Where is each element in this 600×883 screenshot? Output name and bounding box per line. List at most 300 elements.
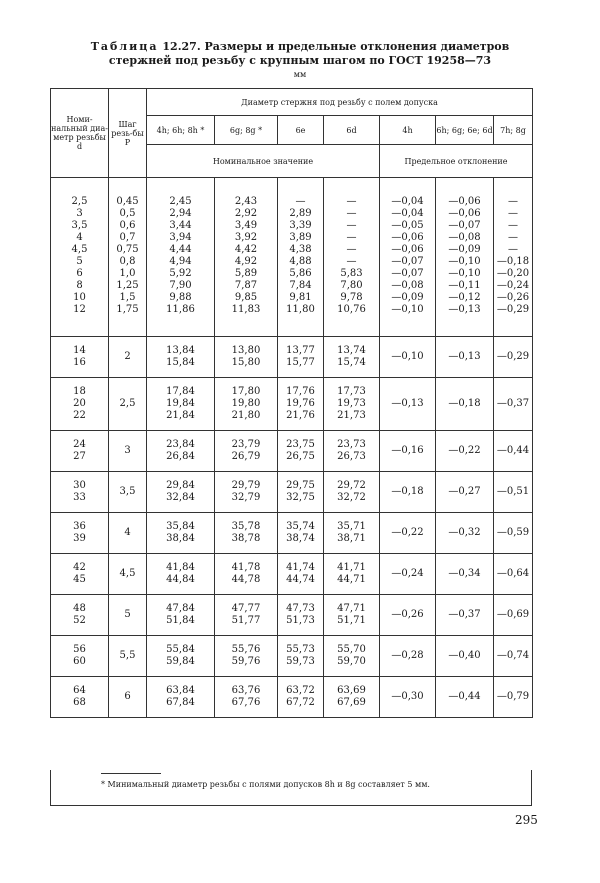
table-body: [51, 178, 533, 718]
cell-value: 23,79: [231, 439, 261, 450]
cell-c2: [215, 677, 278, 718]
cell-value: —0,44: [448, 691, 481, 702]
cell-value: 4: [76, 232, 83, 243]
cell-value: 11,83: [231, 304, 261, 315]
cell-value: 16: [73, 357, 86, 368]
cell-value: 30: [73, 480, 86, 491]
cell-value: 10: [73, 292, 86, 303]
cell-value: 5,89: [234, 268, 258, 279]
footnote: [50, 770, 532, 806]
cell-c3: [278, 677, 324, 718]
cell-value: 3,89: [289, 232, 312, 243]
cell-value: —0,09: [391, 292, 424, 303]
cell-value: —0,06: [448, 208, 481, 219]
cell-value: 4,88: [289, 256, 312, 267]
cell-value: —0,18: [448, 398, 481, 409]
cell-value: —0,12: [448, 292, 481, 303]
cell-value: 64: [73, 685, 86, 696]
cell-value: 5,83: [340, 268, 363, 279]
cell-value: 7,84: [289, 280, 312, 291]
cell-c2: [215, 595, 278, 636]
table-row: [51, 554, 533, 595]
cell-c4: [324, 636, 380, 677]
cell-c7: [494, 431, 533, 472]
cell-value: —: [508, 232, 518, 243]
cell-value: 3,5: [119, 486, 136, 497]
cell-value: 38,71: [337, 533, 366, 544]
cell-value: 51,84: [166, 615, 195, 626]
cell-c3: [278, 378, 324, 431]
cell-value: 0,75: [116, 244, 139, 255]
cell-value: 41,74: [286, 562, 315, 573]
cell-c4: [324, 472, 380, 513]
cell-value: —: [508, 244, 518, 255]
cell-value: —0,24: [496, 280, 530, 291]
cell-c7: [494, 554, 533, 595]
cell-value: —0,20: [496, 268, 530, 279]
cell-value: 2,89: [289, 208, 312, 219]
cell-value: 0,45: [116, 196, 139, 207]
table-row: [51, 337, 533, 378]
cell-value: 19,80: [231, 398, 261, 409]
cell-value: —0,27: [448, 486, 481, 497]
cell-value: 7,87: [234, 280, 258, 291]
cell-value: 4,38: [289, 244, 312, 255]
cell-c2: [215, 636, 278, 677]
cell-value: 17,73: [337, 386, 366, 397]
cell-c1: [147, 636, 215, 677]
cell-c5: [380, 554, 436, 595]
cell-value: 23,84: [166, 439, 195, 450]
cell-value: —: [508, 196, 518, 207]
cell-c7: [494, 636, 533, 677]
cell-value: 63,76: [231, 685, 261, 696]
caption-label: Таблица: [90, 40, 159, 53]
cell-c2: [215, 431, 278, 472]
cell-value: 35,74: [286, 521, 315, 532]
cell-value: —0,18: [496, 256, 530, 267]
caption-title: 12.27. Размеры и предельные отклонения диаметров: [162, 40, 510, 53]
cell-c5: [380, 431, 436, 472]
cell-value: —: [508, 220, 518, 231]
cell-c3: [278, 636, 324, 677]
cell-value: 35,71: [337, 521, 366, 532]
cell-value: 3,39: [289, 220, 312, 231]
cell-value: 47,71: [337, 603, 366, 614]
cell-value: —0,08: [391, 280, 424, 291]
footnote-rule: [101, 773, 161, 774]
cell-value: —0,09: [448, 244, 481, 255]
cell-value: 5,86: [289, 268, 312, 279]
cell-value: 4,5: [119, 568, 136, 579]
cell-value: 27: [73, 451, 86, 462]
cell-c6: [436, 636, 494, 677]
cell-c7: [494, 472, 533, 513]
cell-value: —0,40: [448, 650, 481, 661]
cell-value: 38,74: [286, 533, 315, 544]
cell-d: [51, 677, 109, 718]
cell-value: —: [346, 196, 357, 207]
cell-value: 19,76: [286, 398, 315, 409]
cell-value: —0,59: [496, 527, 530, 538]
cell-c5: [380, 378, 436, 431]
cell-value: 15,74: [337, 357, 366, 368]
cell-p: [109, 513, 147, 554]
cell-value: 19,84: [166, 398, 195, 409]
cell-p: [109, 677, 147, 718]
cell-value: 47,73: [286, 603, 315, 614]
cell-value: 45: [73, 574, 86, 585]
cell-value: —0,30: [391, 691, 424, 702]
cell-value: 47,84: [166, 603, 195, 614]
cell-value: —: [508, 208, 518, 219]
cell-value: 12: [73, 304, 86, 315]
cell-value: 32,84: [166, 492, 195, 503]
cell-c6: [436, 595, 494, 636]
cell-c6: [436, 378, 494, 431]
cell-value: 5: [76, 256, 83, 267]
cell-value: 26,73: [337, 451, 366, 462]
cell-value: —0,13: [448, 304, 481, 315]
cell-p: [109, 554, 147, 595]
cell-d: [51, 378, 109, 431]
cell-c5: [380, 513, 436, 554]
cell-value: 67,72: [286, 697, 315, 708]
cell-d: [51, 431, 109, 472]
cell-value: 2,5: [119, 398, 136, 409]
cell-value: 51,73: [286, 615, 315, 626]
cell-c3: [278, 595, 324, 636]
cell-c7: [494, 677, 533, 718]
cell-value: —0,06: [391, 232, 424, 243]
cell-c5: [380, 677, 436, 718]
cell-value: 4,44: [169, 244, 192, 255]
cell-value: 2,45: [169, 196, 192, 207]
cell-value: 11,86: [166, 304, 195, 315]
cell-c6: [436, 472, 494, 513]
cell-c2: [215, 178, 278, 337]
header-col-7: 7h; 8g: [494, 116, 533, 145]
cell-value: 26,84: [166, 451, 195, 462]
cell-p: [109, 178, 147, 337]
cell-value: 2: [124, 351, 131, 362]
cell-value: 51,77: [231, 615, 261, 626]
cell-value: —0,08: [448, 232, 481, 243]
cell-c1: [147, 595, 215, 636]
cell-value: —0,22: [391, 527, 424, 538]
cell-c3: [278, 178, 324, 337]
cell-value: —0,10: [391, 351, 424, 362]
footnote-text: * Минимальный диаметр резьбы с полями допусков 8h и 8g составляет 5 мм.: [101, 780, 430, 789]
cell-value: 17,80: [231, 386, 261, 397]
cell-c7: [494, 378, 533, 431]
cell-value: —0,24: [391, 568, 424, 579]
cell-value: 15,80: [231, 357, 261, 368]
cell-value: 29,84: [166, 480, 195, 491]
cell-c1: [147, 337, 215, 378]
header-col-4: 6d: [324, 116, 380, 145]
cell-value: 44,78: [231, 574, 261, 585]
table-caption: [60, 40, 540, 82]
cell-value: 35,84: [166, 521, 195, 532]
cell-value: 1,5: [119, 292, 136, 303]
cell-c7: [494, 595, 533, 636]
cell-c6: [436, 337, 494, 378]
cell-value: —0,34: [448, 568, 481, 579]
cell-value: 5: [124, 609, 131, 620]
cell-value: —0,29: [496, 304, 530, 315]
cell-value: 29,75: [286, 480, 315, 491]
cell-value: 0,7: [119, 232, 136, 243]
cell-c1: [147, 378, 215, 431]
cell-value: 23,73: [337, 439, 366, 450]
cell-value: 13,74: [337, 345, 366, 356]
cell-value: 9,78: [340, 292, 363, 303]
cell-value: —0,10: [391, 304, 424, 315]
cell-value: —0,29: [496, 351, 530, 362]
cell-p: [109, 472, 147, 513]
cell-value: 55,84: [166, 644, 195, 655]
cell-value: 18: [73, 386, 86, 397]
cell-value: 8: [76, 280, 83, 291]
cell-value: 67,69: [337, 697, 366, 708]
cell-value: 48: [73, 603, 86, 614]
cell-value: 19,73: [337, 398, 366, 409]
cell-value: —0,07: [448, 220, 481, 231]
cell-value: —0,26: [391, 609, 424, 620]
cell-value: —0,37: [496, 398, 530, 409]
cell-c6: [436, 431, 494, 472]
table-row: [51, 178, 533, 337]
cell-value: 38,78: [231, 533, 261, 544]
cell-value: 3: [124, 445, 131, 456]
cell-value: 2,5: [71, 196, 88, 207]
cell-d: [51, 513, 109, 554]
cell-value: 3,49: [234, 220, 258, 231]
cell-c4: [324, 554, 380, 595]
cell-value: —0,79: [496, 691, 530, 702]
cell-value: 60: [73, 656, 86, 667]
cell-value: 44,74: [286, 574, 315, 585]
caption-unit: мм: [293, 70, 307, 79]
cell-value: 32,79: [231, 492, 261, 503]
cell-value: 20: [73, 398, 86, 409]
cell-value: 67,76: [231, 697, 261, 708]
cell-value: 4,92: [234, 256, 258, 267]
cell-d: [51, 554, 109, 595]
cell-c3: [278, 472, 324, 513]
cell-value: 42: [73, 562, 86, 573]
cell-c6: [436, 554, 494, 595]
header-pitch: Шаг резь-бы P: [109, 89, 147, 178]
cell-c5: [380, 595, 436, 636]
cell-c5: [380, 472, 436, 513]
cell-c2: [215, 513, 278, 554]
cell-c4: [324, 431, 380, 472]
thread-diameter-table: [50, 88, 533, 718]
cell-c3: [278, 554, 324, 595]
cell-value: —0,04: [391, 196, 424, 207]
cell-value: 55,73: [286, 644, 315, 655]
cell-c5: [380, 178, 436, 337]
cell-value: —0,74: [496, 650, 530, 661]
cell-d: [51, 178, 109, 337]
cell-value: 7,90: [169, 280, 192, 291]
cell-value: 36: [73, 521, 86, 532]
header-col-6: 6h; 6g; 6e; 6d: [436, 116, 494, 145]
cell-value: 59,76: [231, 656, 261, 667]
cell-value: 9,85: [234, 292, 258, 303]
cell-c1: [147, 178, 215, 337]
cell-p: [109, 595, 147, 636]
header-deviation: Предельное отклонение: [380, 145, 533, 178]
cell-value: 26,79: [231, 451, 261, 462]
cell-d: [51, 472, 109, 513]
cell-value: 55,70: [337, 644, 366, 655]
cell-c1: [147, 677, 215, 718]
cell-value: 6: [124, 691, 131, 702]
cell-c2: [215, 554, 278, 595]
cell-value: 5,92: [169, 268, 192, 279]
cell-value: 59,70: [337, 656, 366, 667]
cell-value: 10,76: [337, 304, 366, 315]
cell-value: 4,42: [234, 244, 258, 255]
cell-value: —: [346, 220, 357, 231]
caption-line-1: [60, 40, 540, 54]
cell-value: 21,84: [166, 410, 195, 421]
cell-value: 9,88: [169, 292, 192, 303]
cell-value: 35,78: [231, 521, 261, 532]
cell-value: —0,10: [448, 256, 481, 267]
cell-value: 15,77: [286, 357, 315, 368]
cell-value: 6: [76, 268, 83, 279]
cell-value: —0,64: [496, 568, 530, 579]
cell-value: 2,94: [169, 208, 192, 219]
cell-value: 2,43: [234, 196, 258, 207]
cell-value: 56: [73, 644, 86, 655]
cell-value: 1,75: [116, 304, 139, 315]
cell-value: 44,71: [337, 574, 366, 585]
cell-c7: [494, 178, 533, 337]
cell-value: 51,71: [337, 615, 366, 626]
cell-c1: [147, 513, 215, 554]
cell-value: 4: [124, 527, 131, 538]
cell-c7: [494, 513, 533, 554]
cell-value: 26,75: [286, 451, 315, 462]
cell-d: [51, 595, 109, 636]
cell-value: 1,25: [116, 280, 139, 291]
table-row: [51, 378, 533, 431]
cell-value: —0,04: [391, 208, 424, 219]
cell-value: —: [295, 196, 306, 207]
cell-c5: [380, 337, 436, 378]
cell-value: 3,44: [169, 220, 192, 231]
cell-value: —0,06: [448, 196, 481, 207]
cell-value: 41,71: [337, 562, 366, 573]
cell-value: 5,5: [119, 650, 136, 661]
cell-value: 55,76: [231, 644, 261, 655]
cell-value: 21,80: [231, 410, 261, 421]
cell-value: 13,80: [231, 345, 261, 356]
table-row: [51, 431, 533, 472]
cell-value: 2,92: [234, 208, 258, 219]
cell-c7: [494, 337, 533, 378]
cell-value: 13,84: [166, 345, 195, 356]
cell-value: —0,26: [496, 292, 530, 303]
cell-value: —0,51: [496, 486, 530, 497]
cell-value: 63,69: [337, 685, 366, 696]
cell-value: 32,75: [286, 492, 315, 503]
cell-value: 0,5: [119, 208, 136, 219]
cell-value: 3,92: [234, 232, 258, 243]
cell-c1: [147, 554, 215, 595]
cell-value: 47,77: [231, 603, 261, 614]
cell-d: [51, 636, 109, 677]
cell-value: 3,94: [169, 232, 192, 243]
cell-c4: [324, 595, 380, 636]
cell-c6: [436, 513, 494, 554]
table-row: [51, 595, 533, 636]
cell-value: —0,22: [448, 445, 481, 456]
cell-value: —: [346, 208, 357, 219]
cell-c4: [324, 178, 380, 337]
cell-value: 67,84: [166, 697, 195, 708]
cell-value: 15,84: [166, 357, 195, 368]
cell-value: —0,18: [391, 486, 424, 497]
cell-value: 52: [73, 615, 86, 626]
cell-value: —0,11: [448, 280, 481, 291]
cell-value: 29,79: [231, 480, 261, 491]
cell-value: 0,8: [119, 256, 136, 267]
cell-value: 21,76: [286, 410, 315, 421]
header-nominal-diameter: Номи-нальный диа-метр резьбы d: [51, 89, 109, 178]
cell-c5: [380, 636, 436, 677]
cell-value: —0,13: [391, 398, 424, 409]
cell-value: —: [346, 232, 357, 243]
cell-c3: [278, 337, 324, 378]
cell-value: —0,44: [496, 445, 530, 456]
cell-c2: [215, 378, 278, 431]
cell-value: 9,81: [289, 292, 312, 303]
cell-c2: [215, 337, 278, 378]
cell-c6: [436, 677, 494, 718]
page-number: 295: [515, 813, 538, 827]
cell-value: 4,94: [169, 256, 192, 267]
cell-value: —: [346, 256, 357, 267]
cell-value: 22: [73, 410, 86, 421]
cell-value: —0,32: [448, 527, 481, 538]
cell-c1: [147, 431, 215, 472]
cell-value: —0,69: [496, 609, 530, 620]
cell-c2: [215, 472, 278, 513]
header-col-5: 4h: [380, 116, 436, 145]
header-nominal-value: Номинальное значение: [147, 145, 380, 178]
cell-value: 17,76: [286, 386, 315, 397]
cell-value: 63,72: [286, 685, 315, 696]
cell-p: [109, 378, 147, 431]
cell-value: 13,77: [286, 345, 315, 356]
cell-value: 44,84: [166, 574, 195, 585]
cell-value: 59,84: [166, 656, 195, 667]
cell-p: [109, 337, 147, 378]
cell-value: 33: [73, 492, 86, 503]
cell-value: 4,5: [71, 244, 88, 255]
cell-value: 59,73: [286, 656, 315, 667]
cell-c4: [324, 337, 380, 378]
cell-c3: [278, 513, 324, 554]
cell-value: 29,72: [337, 480, 366, 491]
cell-value: —0,06: [391, 244, 424, 255]
